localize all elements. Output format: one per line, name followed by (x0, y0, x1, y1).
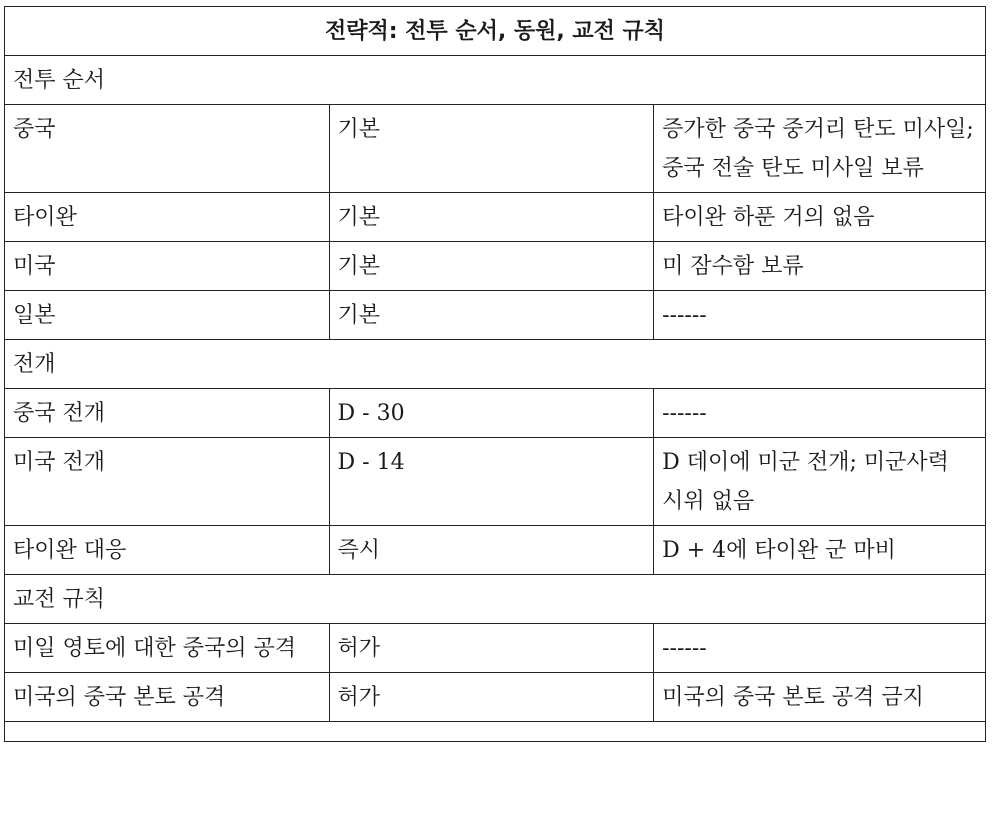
row-name: 타이완 (5, 193, 330, 242)
row-value: 기본 (329, 291, 654, 340)
section-header-row (5, 575, 986, 624)
table-row (5, 624, 986, 673)
row-name: 미국 (5, 242, 330, 291)
row-note: 증가한 중국 중거리 탄도 미사일; 중국 전술 탄도 미사일 보류 (654, 105, 986, 193)
row-value: D - 14 (329, 438, 654, 526)
table-title: 전략적: 전투 순서, 동원, 교전 규칙 (5, 7, 986, 56)
table-row (5, 193, 986, 242)
section-heading: 전개 (5, 340, 986, 389)
table-row (5, 438, 986, 526)
row-name: 미국 전개 (5, 438, 330, 526)
row-value: 허가 (329, 624, 654, 673)
row-note: D + 4에 타이완 군 마비 (654, 526, 986, 575)
row-value: 기본 (329, 105, 654, 193)
table-row (5, 291, 986, 340)
row-value: 기본 (329, 242, 654, 291)
row-name: 중국 전개 (5, 389, 330, 438)
table-continuation-cell (5, 722, 986, 742)
row-name: 중국 (5, 105, 330, 193)
row-note: D 데이에 미군 전개; 미군사력 시위 없음 (654, 438, 986, 526)
table-row (5, 673, 986, 722)
row-name: 미일 영토에 대한 중국의 공격 (5, 624, 330, 673)
title-row (5, 7, 986, 56)
row-value: D - 30 (329, 389, 654, 438)
row-name: 타이완 대응 (5, 526, 330, 575)
table-row (5, 389, 986, 438)
section-heading: 전투 순서 (5, 56, 986, 105)
row-note: 타이완 하푼 거의 없음 (654, 193, 986, 242)
section-heading: 교전 규칙 (5, 575, 986, 624)
row-note: ------ (654, 291, 986, 340)
row-value: 허가 (329, 673, 654, 722)
table-row (5, 526, 986, 575)
section-header-row (5, 340, 986, 389)
row-note: 미 잠수함 보류 (654, 242, 986, 291)
table-row (5, 105, 986, 193)
section-header-row (5, 56, 986, 105)
row-note: ------ (654, 624, 986, 673)
row-note: 미국의 중국 본토 공격 금지 (654, 673, 986, 722)
row-name: 일본 (5, 291, 330, 340)
row-note: ------ (654, 389, 986, 438)
row-value: 즉시 (329, 526, 654, 575)
row-value: 기본 (329, 193, 654, 242)
table-row (5, 242, 986, 291)
rules-table (4, 6, 986, 742)
row-name: 미국의 중국 본토 공격 (5, 673, 330, 722)
table-continuation (5, 722, 986, 742)
